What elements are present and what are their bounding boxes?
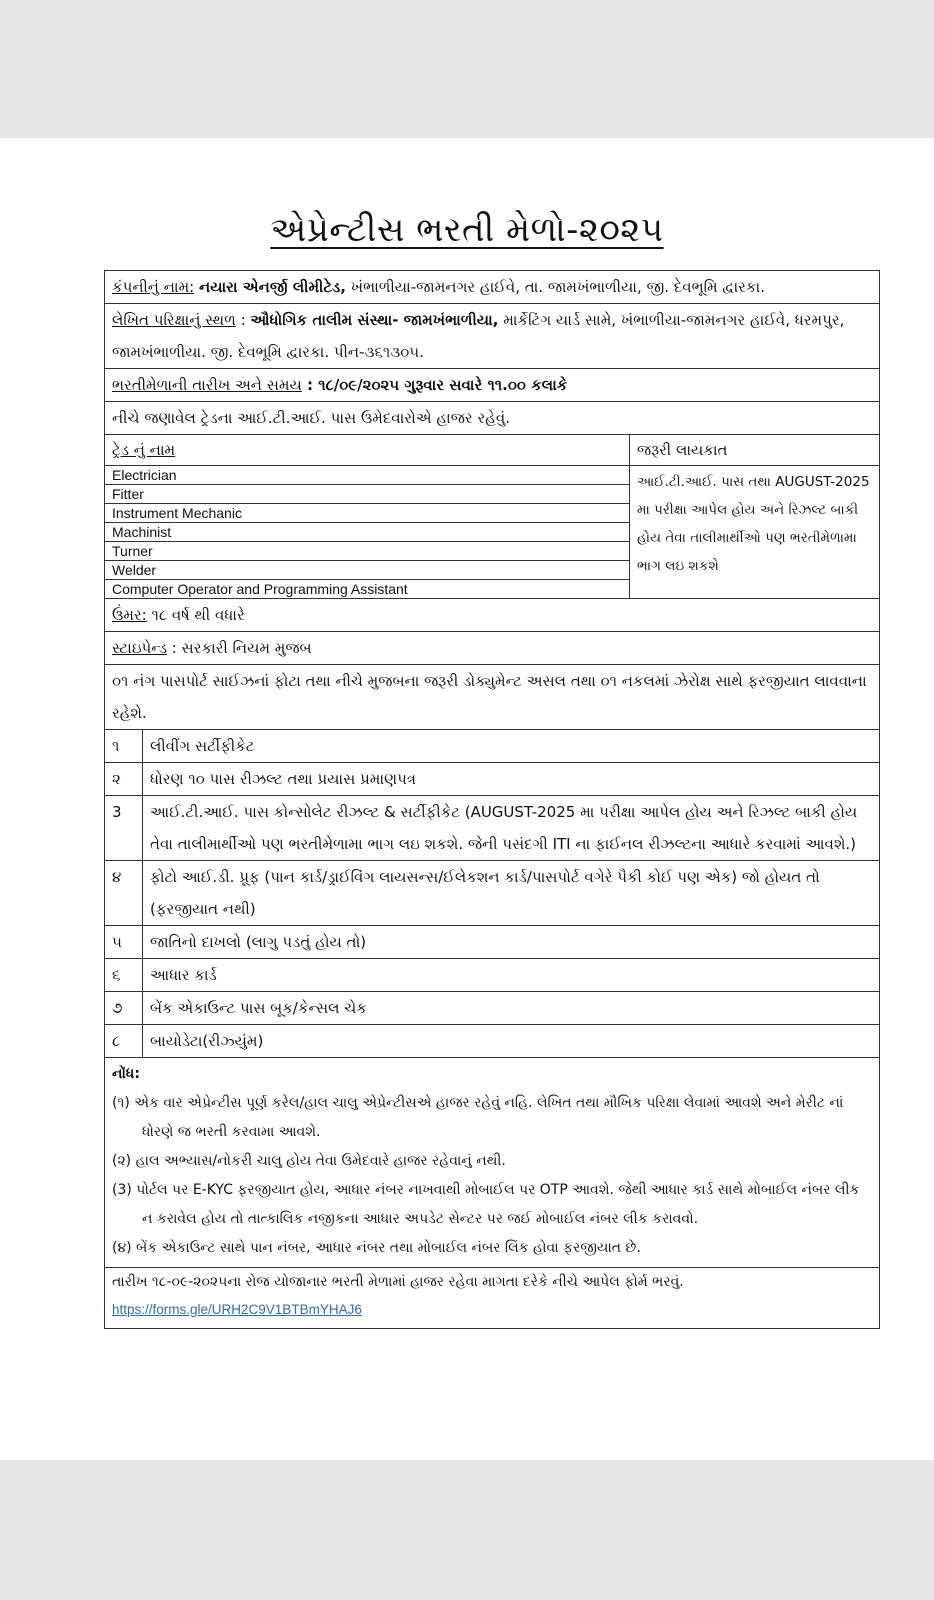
date-time-value: : ૧૮/૦૯/૨૦૨૫ ગુરૂવાર સવારે ૧૧.૦૦ કલાકે — [301, 376, 568, 394]
note-item: (૨) હાલ અભ્યાસ/નોકરી ચાલુ હોય તેવા ઉમેદવારે હાજર રહેવાનું નથી. — [112, 1153, 506, 1169]
trade-item: Electrician — [105, 466, 629, 485]
document-number: ૪ — [105, 861, 143, 925]
company-address: ખંભાળીયા-જામનગર હાઈવે, તા. જામખંભાળીયા, જી. દેવભૂમિ દ્વારકા. — [350, 278, 765, 296]
document-row — [105, 730, 879, 763]
age-label: ઉંમર: — [112, 606, 147, 624]
note-item: (૪) બેંક એકાઉન્ટ સાથે પાન નંબર, આધાર નંબર તથા મોબાઈલ નંબર લિંક હોવા ફરજીયાત છે. — [112, 1240, 641, 1256]
document-number: ૭ — [105, 992, 143, 1024]
trade-item: Instrument Mechanic — [105, 504, 629, 523]
trade-item: Welder — [105, 561, 629, 580]
document-number: ૮ — [105, 1025, 143, 1057]
trade-item: Computer Operator and Programming Assistant — [112, 581, 408, 597]
exam-venue-label: લેખિત પરિક્ષાનું સ્થળ — [112, 311, 236, 329]
date-time-row — [105, 369, 879, 402]
trade-item: Machinist — [105, 523, 629, 542]
document-text: આધાર કાર્ડ — [150, 966, 217, 984]
date-time-label: ભરતીમેળાની તારીખ અને સમય — [112, 376, 302, 394]
qualification-column — [630, 435, 879, 598]
document-number: ૬ — [105, 959, 143, 991]
age-row — [105, 599, 879, 632]
company-name: નયારા એનર્જી લીમીટેડ, — [199, 278, 346, 296]
eligibility-note: નીચે જણાવેલ ટ્રેડના આઈ.ટી.આઈ. પાસ ઉમેદવારોએ હાજર રહેવું. — [105, 402, 879, 435]
exam-venue-address: માર્કેટિંગ યાર્ડ સામે, ખંભાળીયા-જામનગર હાઈવે, ધરમપુર, જામખંભાળીયા. જી. દેવભૂમિ દ્વારકા. પીન-૩૬૧૩૦૫. — [112, 311, 845, 361]
document-row — [105, 763, 879, 796]
document-page — [0, 138, 934, 1460]
trade-header-label: ટ્રેડ નું નામ — [112, 441, 176, 459]
document-text: ફોટો આઈ.ડી. પ્રૂફ (પાન કાર્ડ/ડ્રાઈવિંગ લાયસન્સ/ઈલેકશન કાર્ડ/પાસપોર્ટ વગેરે પૈકી કોઈ પણ એક) જો હોયત તો (ફરજીયાત નથી) — [150, 868, 820, 918]
note-item: (3) પોર્ટલ પર E-KYC ફરજીયાત હોય, આધાર નંબર નાખવાથી મોબાઈલ પર OTP આવશે. જેથી આધાર કાર્ડ સાથે મોબાઈલ નંબર લીક ન કરાવેલ હોય તો તાત્કાલિક નજીકના આધાર અપડેટ સેન્ટર પર જઈ મોબાઈલ નંબર લીક કરાવવો. — [112, 1182, 860, 1227]
age-value: ૧૮ વર્ષ થી વધારે — [146, 606, 245, 624]
exam-venue-separator: : — [235, 311, 251, 329]
document-text: આઈ.ટી.આઈ. પાસ કોન્સોલેટ રીઝલ્ટ & સર્ટીફીકેટ (AUGUST-2025 મા પરીક્ષા આપેલ હોય અને રિઝલ્ટ બાકી હોય તેવા તાલીમાર્થીઓ પણ ભરતીમેળામા ભાગ લઇ શકશે. જેની પસંદગી ITI ના ફાઈનલ રીઝલ્ટના આધારે કરવામાં આવશે.) — [150, 803, 858, 853]
trade-item: Turner — [105, 542, 629, 561]
footer-section — [105, 1268, 879, 1328]
page-title: એપ્રેન્ટીસ ભરતી મેળો-૨૦૨૫ — [270, 210, 664, 250]
exam-venue-name: ઔધોગિક તાલીમ સંસ્થા- જામખંભાળીયા, — [250, 311, 499, 329]
document-number: 3 — [105, 796, 143, 860]
notes-header: નોંધ: — [112, 1066, 140, 1082]
document-row — [105, 926, 879, 959]
document-text: જાતિનો દાખલો (લાગુ પડતું હોય તો) — [150, 933, 367, 951]
stipend-value: : સરકારી નિયમ મુજબ — [166, 639, 312, 657]
registration-form-link[interactable]: https://forms.gle/URH2C9V1BTBmYHAJ6 — [112, 1302, 362, 1317]
document-row — [105, 959, 879, 992]
document-text: ધોરણ ૧૦ પાસ રીઝલ્ટ તથા પ્રયાસ પ્રમાણપત્ર — [150, 770, 417, 788]
notes-section — [105, 1058, 879, 1268]
page-title-wrap — [0, 210, 934, 250]
document-number: ૫ — [105, 926, 143, 958]
document-row — [105, 861, 879, 926]
document-row — [105, 796, 879, 861]
footer-text: તારીખ ૧૮-૦૯-૨૦૨૫ના રોજ યોજાનાર ભરતી મેળામાં હાજર રહેવા માગતા દરેકે નીચે આપેલ ફોર્મ ભરવું. — [112, 1274, 684, 1290]
stipend-row — [105, 632, 879, 665]
document-text: બેંક એકાઉન્ટ પાસ બૂક/કેન્સલ ચેક — [150, 999, 367, 1017]
document-text: લીવીંગ સર્ટીફીકેટ — [150, 737, 255, 755]
company-row — [105, 271, 879, 304]
notice-table — [104, 270, 880, 1329]
document-number: ૧ — [105, 730, 143, 762]
trade-list — [105, 435, 630, 598]
qualification-text: આઈ.ટી.આઈ. પાસ તથા AUGUST-2025 મા પરીક્ષા આપેલ હોય અને રિઝલ્ટ બાકી હોય તેવા તાલીમાર્થીઓ પણ ભરતીમેળામા ભાગ લઇ શકશે — [637, 474, 870, 574]
document-row — [105, 1025, 879, 1058]
note-item: (૧) એક વાર એપ્રેન્ટીસ પૂર્ણ કરેલ/હાલ ચાલુ એપ્રેન્ટીસએ હાજર રહેવું નહિ. લેખિત તથા મૌખિક પરિક્ષા લેવામાં આવશે અને મેરીટ નાં ધોરણે જ ભરતી કરવામા આવશે. — [112, 1095, 844, 1140]
document-number: ૨ — [105, 763, 143, 795]
document-text: બાયોડેટા(રીઝ્યુંમ) — [150, 1032, 264, 1050]
document-row — [105, 992, 879, 1025]
trade-item: Fitter — [105, 485, 629, 504]
trade-section — [105, 435, 879, 599]
company-label: કંપનીનું નામ: — [112, 278, 195, 296]
trade-header — [105, 435, 629, 466]
documents-intro: ૦૧ નંગ પાસપોર્ટ સાઈઝનાં ફોટા તથા નીચે મુજબના જરૂરી ડોક્યુમેન્ટ અસલ તથા ૦૧ નકલમાં ઝેરોક્ષ સાથે ફરજીયાત લાવવાના રહેશે. — [105, 665, 879, 730]
exam-venue-row — [105, 304, 879, 369]
stipend-label: સ્ટાઇપેન્ડ — [112, 639, 167, 657]
qualification-header: જરૂરી લાયકાત — [630, 435, 879, 466]
